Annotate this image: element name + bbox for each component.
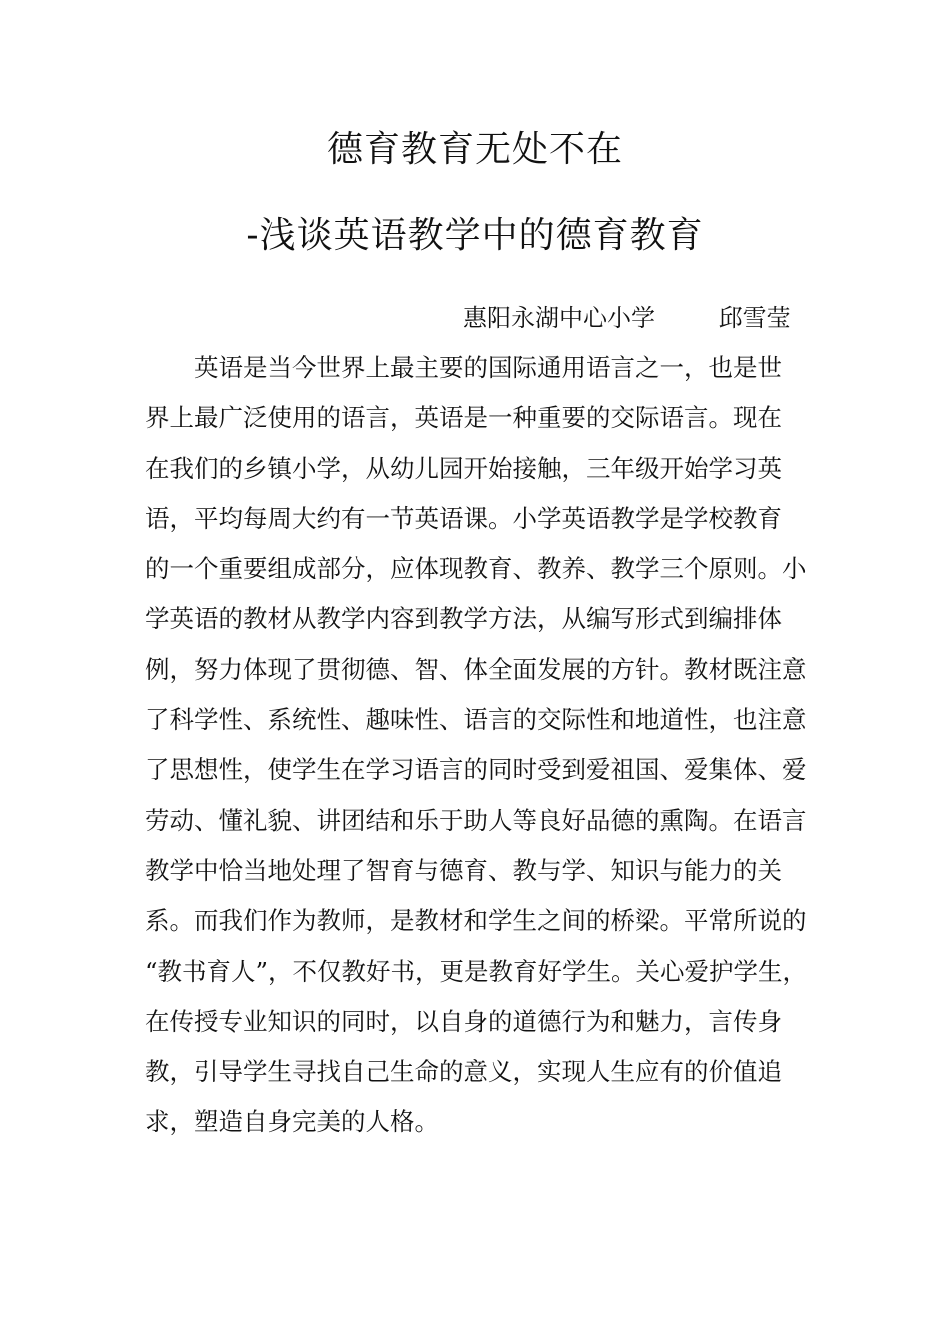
body-line: 教，引导学生寻找自己生命的意义，实现人生应有的价值追 [145, 1057, 782, 1087]
body-line: 语，平均每周大约有一节英语课。小学英语教学是学校教育 [145, 503, 782, 533]
body-line: “教书育人”，不仅教好书，更是教育好学生。关心爱护学生， [145, 956, 808, 986]
body-line: 劳动、懂礼貌、讲团结和乐于助人等良好品德的熏陶。在语言 [145, 805, 807, 835]
body-line: 学英语的教材从教学内容到教学方法，从编写形式到编排体 [145, 604, 782, 634]
document-subtitle: -浅谈英语教学中的德育教育 [246, 215, 704, 256]
body-line: 例，努力体现了贯彻德、智、体全面发展的方针。教材既注意 [145, 654, 807, 684]
body-line: 系。而我们作为教师，是教材和学生之间的桥梁。平常所说的 [145, 906, 807, 936]
author-school: 惠阳永湖中心小学 [463, 304, 655, 332]
body-paragraph [145, 348, 825, 1153]
body-line: 了科学性、系统性、趣味性、语言的交际性和地道性，也注意 [145, 705, 807, 735]
body-line: 英语是当今世界上最主要的国际通用语言之一，也是世 [194, 353, 782, 382]
body-line: 在传授专业知识的同时，以自身的道德行为和魅力，言传身 [145, 1006, 782, 1036]
author-line [463, 300, 791, 336]
body-line: 了思想性，使学生在学习语言的同时受到爱祖国、爱集体、爱 [145, 755, 807, 785]
body-line: 求，塑造自身完美的人格。 [145, 1107, 439, 1137]
document-title: 德育教育无处不在 [326, 129, 623, 170]
body-line: 的一个重要组成部分，应体现教育、教养、教学三个原则。小 [145, 554, 807, 584]
body-line: 教学中恰当地处理了智育与德育、教与学、知识与能力的关 [145, 855, 782, 885]
body-line: 界上最广泛使用的语言，英语是一种重要的交际语言。现在 [145, 403, 782, 433]
author-name: 邱雪莹 [718, 304, 791, 332]
body-line: 在我们的乡镇小学，从幼儿园开始接触，三年级开始学习英 [145, 453, 782, 483]
